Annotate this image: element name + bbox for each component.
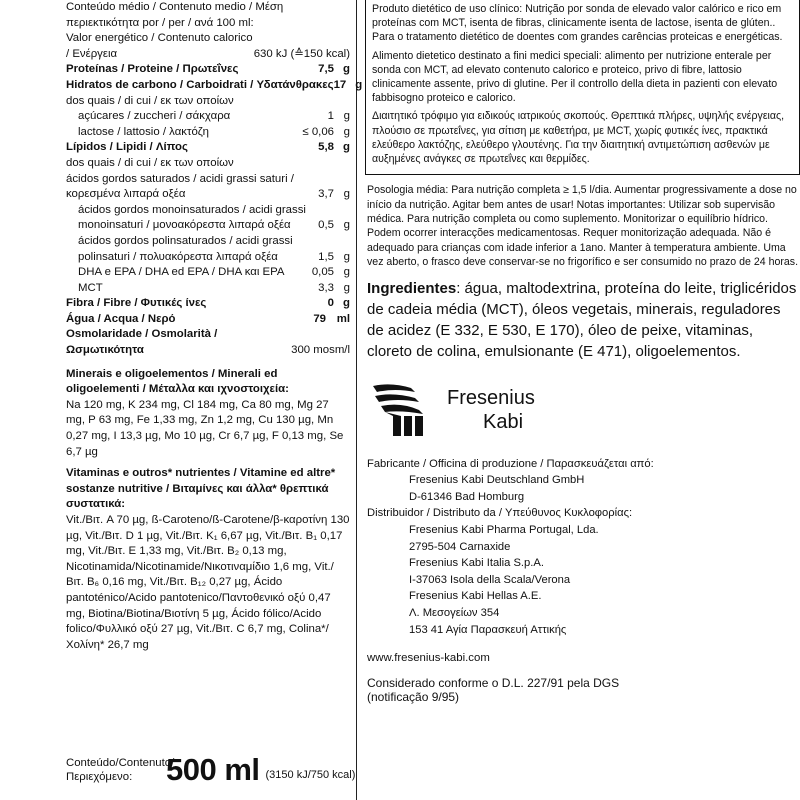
vitamins-title: Vitaminas e outros* nutrientes / Vitamine ed altre* sostanze nutritive / Βιταμίνες και άλλα* θρεπτικά συστατικά:: [66, 467, 336, 511]
minerals-text: Na 120 mg, K 234 mg, Cl 184 mg, Ca 80 mg, Mg 27 mg, P 63 mg, Fe 1,33 mg, Zn 1,2 mg, Cu 130 µg, Mn 0,27 mg, I 13,3 µg, Mo 10 µg, Cr 6,7 µg, F 0,13 mg, Se 6,7 µg: [66, 398, 344, 458]
osmolarity-row: Osmolaridade / Osmolarità / Ωσμωτικότητα 300 mosm/l: [66, 328, 350, 357]
nutrition-header: Conteúdo médio / Contenuto medio / Μέση περιεκτικότητα por / per / ανά 100 ml:: [66, 1, 284, 29]
protein-row: Proteínas / Proteine / Πρωτεΐνες 7,5 g: [66, 63, 350, 76]
posology-text: Posologia média: Para nutrição completa ≥ 1,5 l/dia. Aumentar progressivamente a dose no início da nutrição. Agitar bem antes de usar! Notas importantes: Utilizar sob supervisão médica. Para nutrição completa ou como suplemento. Monitorizar o equilíbrio hídrico. Podem ocorrer interacções medicamentosas. Requer monitorização adequada. Não é adequado para crianças com idade inferior a 1ano. Manter à temperatura ambiente. Uma vez aberto, o frasco deve conservar-se no frigorífico e ser consumido no prazo de 24 horas.: [367, 184, 799, 269]
lipids-sub: dos quais / di cui / εκ των οποίων: [66, 156, 234, 169]
lipids-row: Lípidos / Lipidi / Λίπος 5,8 g: [66, 141, 350, 154]
fabricante-label: Fabricante / Officina di produzione / Παρασκευάζεται από:: [367, 457, 654, 470]
content-label: Conteúdo/Contenuto/ Περιεχόμενο:: [66, 757, 175, 783]
logo-line2: Kabi: [483, 410, 524, 433]
mono-row: ácidos gordos monoinsaturados / acidi grassi monoinsaturi / μονοακόρεστα λιπαρά οξέα 0,5 g: [78, 203, 350, 232]
dgs-notice: Considerado conforme o D.L. 227/91 pela DGS (notificação 9/95): [367, 676, 620, 705]
mct-row: MCT 3,3 g: [78, 281, 350, 294]
fresenius-kabi-logo: [371, 382, 800, 438]
fresenius-logo-icon: [371, 382, 433, 438]
saturated-row: ácidos gordos saturados / acidi grassi saturi / κορεσμένα λιπαρά οξέα 3,7 g: [66, 172, 350, 201]
energy-row: Valor energético / Contenuto calorico / Ενέργεια 630 kJ (≙150 kcal): [66, 32, 350, 60]
fibre-row: Fibra / Fibre / Φυτικές ίνες 0 g: [66, 297, 350, 310]
logo-line1: Fresenius: [447, 386, 535, 409]
description-it: Alimento dietetico destinato a fini medici speciali: alimento per nutrizione enterale per sonda con MCT, ad elevato contenuto calorico e proteico, privo di fibre, lattosio clinicamente assente, privo di glutine. Per il controllo della dieta in pazienti con elevato fabbisogno proteico e calorico.: [372, 49, 778, 105]
ingredients-text: : água, maltodextrina, proteína do leite, triglicéridos de cadeia média (MCT), óleos vegetais, minerais, reguladores de acidez (E 332, E 530, E 170), óleo de peixe, vitaminas, cloreto de colina, emulsionante (E 471), oligoelementos.: [367, 279, 797, 360]
ingredients-label: Ingredientes: [367, 279, 457, 297]
lactose-row: lactose / lattosio / λακτόζη ≤ 0,06 g: [78, 125, 350, 138]
website-link[interactable]: www.fresenius-kabi.com: [367, 652, 490, 665]
ingredients: [365, 278, 800, 362]
nutrition-table: [66, 0, 363, 653]
carbs-row: Hidratos de carbono / Carboidrati / Υδατάνθρακες 17 g: [66, 78, 363, 91]
content-volume: [66, 752, 355, 788]
carbs-sub: dos quais / di cui / εκ των οποίων: [66, 94, 234, 107]
poly-row: ácidos gordos polinsaturados / acidi grassi polinsaturi / πολυακόρεστα λιπαρά οξέα 1,5 g: [78, 234, 350, 263]
description-gr: Διαιτητικό τρόφιμο για ειδικούς ιατρικούς σκοπούς. Θρεπτικά πλήρες, υψηλής ενέργειας, πλούσιο σε πρωτεΐνες, για σίτιση με καθετήρα, με MCT, χωρίς φυτικές ίνες, πρακτικά ελεύθερο λακτόζης, ελεύθερο γλουτένης. Για την διαιτητική αντιμετώπιση ασθενών με αυξημένες ανάγκες σε πρωτεΐνες και θερμίδες.: [372, 110, 785, 166]
vitamins-text: Vit./Βιτ. A 70 µg, ß-Caroteno/ß-Carotene/β-καροτίνη 130 µg, Vit./Βιτ. D 1 µg, Vit./Βιτ. K₁ 6,67 µg, Vit./Βιτ. B₁ 0,17 mg, Vit./Βιτ. E 1,33 mg, Vit./Βιτ. B₂ 0,13 mg, Nicotinamida/Nicotinamide/Νικοτιναμίδιο 1,6 mg, Vit./Βιτ. B₆ 0,16 mg, Vit./Βιτ. B₁₂ 0,27 µg, Ácido pantoténico/Acido pantotenico/Παντοθενικό οξύ 0,47 mg, Biotina/Biotina/Βιοτίνη 5 µg, Ácido fólico/Acido folico/Φυλλικό οξύ 27 µg, Vit./Βιτ. C 6,7 mg, Colina*/Χολίνη* 26,7 mg: [66, 514, 350, 651]
volume-value: 500 ml: [166, 752, 260, 787]
volume-energy: (3150 kJ/750 kcal): [265, 769, 356, 781]
water-row: Água / Acqua / Νερό 79 ml: [66, 312, 350, 325]
distribuidor-label: Distribuidor / Distributo da / Υπεύθυνος Κυκλοφορίας:: [367, 507, 633, 520]
dha-row: DHA e EPA / DHA ed EPA / DHA και EPA 0,05 g: [78, 266, 350, 279]
product-description-box: [365, 0, 800, 175]
column-divider: [356, 0, 357, 800]
sugars-row: açúcares / zuccheri / σάκχαρα 1 g: [78, 110, 350, 123]
product-info-column: [365, 0, 800, 704]
minerals-title: Minerais e oligoelementos / Minerali ed oligoelementi / Μέταλλα και ιχνοστοιχεία:: [66, 367, 289, 396]
manufacturer-info: Fabricante / Officina di produzione / Παρασκευάζεται από: Fresenius Kabi Deutschland GmbH D-61346 Bad Homburg Distribuidor / Distributo da / Υπεύθυνος Κυκλοφορίας: Fresenius Kabi Pharma Portugal, Lda. 2795-504 Carnaxide Fresenius Kabi Italia S.p.A. I-37063 Isola della Scala/Verona Fresenius Kabi Hellas A.E. Λ. Μεσογείων 354 153 41 Αγία Παρασκευή Αττικής: [365, 456, 800, 639]
description-pt: Produto dietético de uso clínico: Nutrição por sonda de elevado valor calórico e rico em proteínas com MCT, isenta de fibras, clinicamente isenta de lactose, isenta de glúten.. Para o tratamento dietético de doentes com grandes carências proteicas e energéticas.: [372, 3, 783, 44]
